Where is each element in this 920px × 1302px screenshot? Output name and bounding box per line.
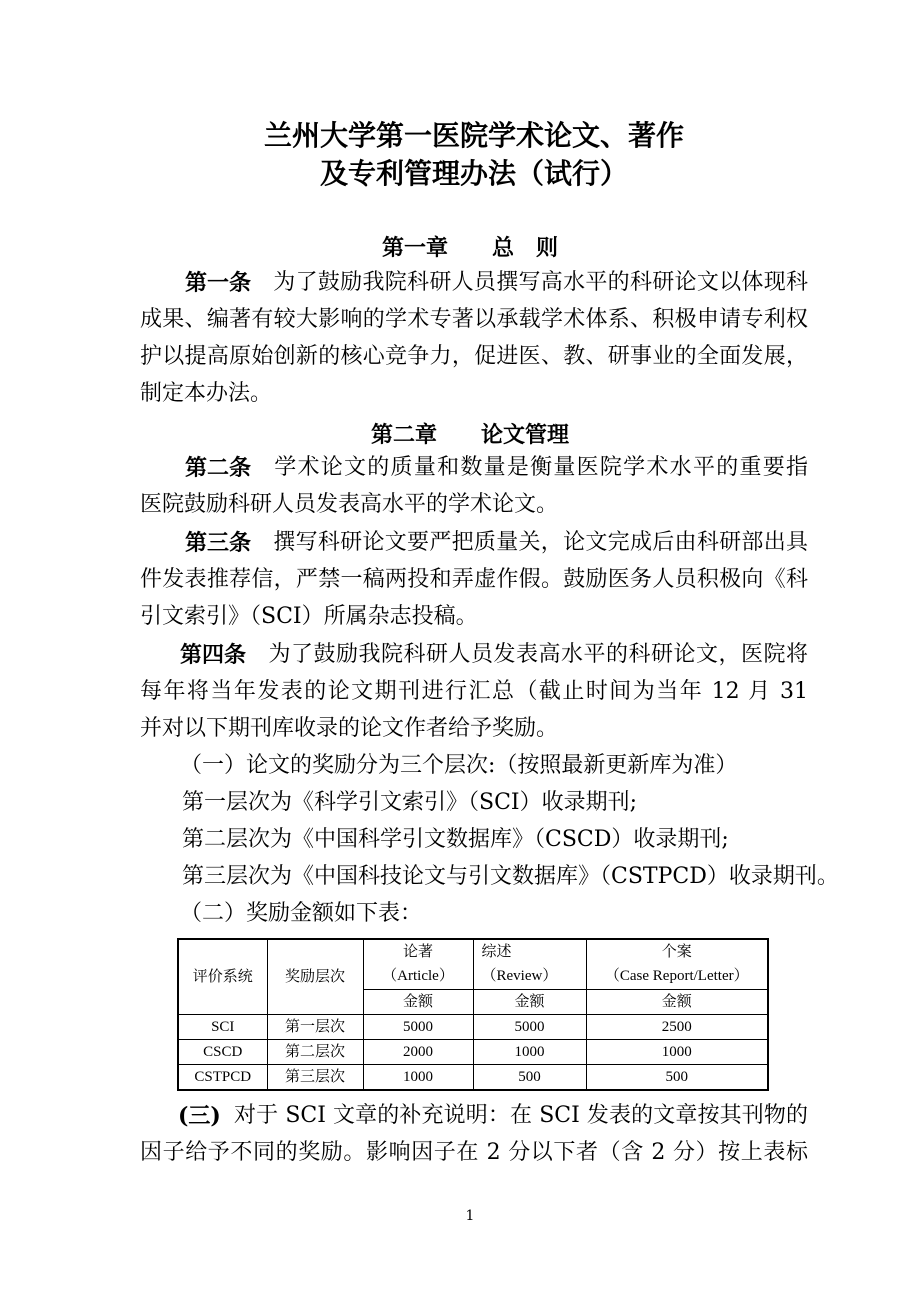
chapter2-heading: 第二章 论文管理 bbox=[370, 422, 569, 448]
text-line: 学术论文的质量和数量是衡量医院学术水平的重要指 bbox=[274, 455, 808, 480]
article-label: 第二条 bbox=[185, 455, 252, 481]
text-line: 制定本办法。 bbox=[140, 381, 273, 406]
text-line: 第一层次为《科学引文索引》（SCI）收录期刊; bbox=[182, 790, 638, 815]
header-amount: 金额 bbox=[586, 989, 768, 1014]
chapter1-heading: 第一章 总 则 bbox=[381, 235, 558, 261]
table-row bbox=[178, 1014, 768, 1039]
text-line: 为了鼓励我院科研人员发表高水平的科研论文，医院将 bbox=[268, 642, 808, 667]
header-amount: 金额 bbox=[363, 989, 473, 1014]
header-label-en: （Article） bbox=[382, 968, 454, 985]
cell: 5000 bbox=[363, 1014, 473, 1039]
header-label: 综述 bbox=[481, 944, 512, 961]
text-line: 件发表推荐信，严禁一稿两投和弄虚作假。鼓励医务人员积极向《科 bbox=[140, 567, 808, 592]
table-row bbox=[178, 1064, 768, 1090]
text-line: 第三层次为《中国科技论文与引文数据库》（CSTPCD）收录期刊。 bbox=[182, 864, 839, 889]
text-line: 因子给予不同的奖励。影响因子在 2 分以下者（含 2 分）按上表标 bbox=[140, 1140, 808, 1165]
text-line: 引文索引》（SCI）所属杂志投稿。 bbox=[140, 604, 478, 629]
cell: 500 bbox=[473, 1064, 586, 1090]
header-level: 奖励层次 bbox=[267, 939, 363, 1014]
article-label: 第四条 bbox=[180, 642, 247, 668]
table-row bbox=[178, 1039, 768, 1064]
doc-title-line1: 兰州大学第一医院学术论文、著作 bbox=[264, 119, 685, 152]
text-line: 并对以下期刊库收录的论文作者给予奖励。 bbox=[140, 716, 559, 741]
text-line: （一）论文的奖励分为三个层次:（按照最新更新库为准） bbox=[180, 753, 738, 778]
text-line: 为了鼓励我院科研人员撰写高水平的科研论文以体现科 bbox=[273, 270, 808, 295]
section-label: (三) bbox=[178, 1103, 221, 1129]
header-amount: 金额 bbox=[473, 989, 586, 1014]
header-article bbox=[363, 939, 473, 989]
header-case bbox=[586, 939, 768, 989]
text-line: 第二层次为《中国科学引文数据库》（CSCD）收录期刊; bbox=[182, 827, 729, 852]
cell: 2000 bbox=[363, 1039, 473, 1064]
cell: 第二层次 bbox=[267, 1039, 363, 1064]
header-system: 评价系统 bbox=[178, 939, 267, 1014]
cell: 1000 bbox=[363, 1064, 473, 1090]
text-line: 每年将当年发表的论文期刊进行汇总（截止时间为当年 12 月 31 bbox=[140, 679, 808, 704]
cell: CSTPCD bbox=[178, 1064, 267, 1090]
cell: SCI bbox=[178, 1014, 267, 1039]
page-number: 1 bbox=[465, 1208, 475, 1224]
cell: 2500 bbox=[586, 1014, 768, 1039]
cell: 第三层次 bbox=[267, 1064, 363, 1090]
header-label: 论著 bbox=[402, 944, 433, 961]
text-line: 护以提高原始创新的核心竞争力，促进医、教、研事业的全面发展， bbox=[140, 344, 808, 369]
cell: 500 bbox=[586, 1064, 768, 1090]
cell: 第一层次 bbox=[267, 1014, 363, 1039]
text-line: 撰写科研论文要严把质量关，论文完成后由科研部出具 bbox=[273, 530, 808, 555]
cell: 5000 bbox=[473, 1014, 586, 1039]
cell: 1000 bbox=[586, 1039, 768, 1064]
text-line: 成果、编著有较大影响的学术专著以承载学术体系、积极申请专利权 bbox=[140, 307, 808, 332]
reward-table bbox=[177, 938, 769, 1091]
doc-title-line2: 及专利管理办法（试行） bbox=[320, 157, 629, 190]
article-label: 第三条 bbox=[185, 530, 252, 556]
header-label-en: （Review） bbox=[481, 968, 558, 985]
header-review bbox=[473, 939, 586, 989]
text-line: 医院鼓励科研人员发表高水平的学术论文。 bbox=[140, 492, 559, 517]
text-line: （二）奖励金额如下表： bbox=[180, 901, 423, 926]
cell: CSCD bbox=[178, 1039, 267, 1064]
text-line: 对于 SCI 文章的补充说明：在 SCI 发表的文章按其刊物的 bbox=[234, 1103, 808, 1128]
cell: 1000 bbox=[473, 1039, 586, 1064]
article-label: 第一条 bbox=[185, 270, 252, 296]
header-label-en: （Case Report/Letter） bbox=[604, 968, 749, 985]
header-label: 个案 bbox=[661, 944, 692, 961]
